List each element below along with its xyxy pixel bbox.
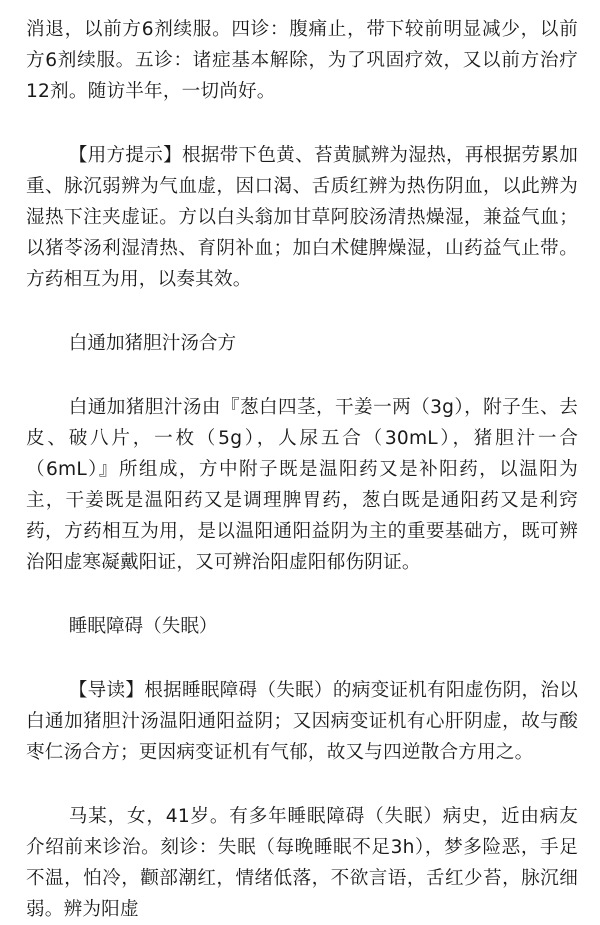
paragraph-spacer (26, 642, 578, 675)
paragraph-formula-description: 白通加猪胆汁汤由『葱白四茎，干姜一两（3g），附子生、去皮、破八片，一枚（5g），人尿五合（30mL），猪胆汁一合（6mL）』所组成，方中附子既是温阳药又是补阳药，以温阳为主，干姜既是温阳药又是调理脾胃药，葱白既是通阳药又是利窍药，方药相互为用，是以温阳通阳益阴为主的重要基础方，既可辨治阳虚寒凝戴阳证，又可辨治阳虚阳郁伤阴证。 (26, 397, 578, 573)
paragraph-case-report: 马某，女，41岁。有多年睡眠障碍（失眠）病史，近由病友介绍前来诊治。刻诊：失眠（每晚睡眠不足3h），梦多险恶，手足不温，怕冷，颧部潮红，情绪低落，不欲言语，舌红少苔，脉沉细弱。辨为阳虚 (26, 806, 578, 920)
paragraph-guide-reading: 【导读】根据睡眠障碍（失眠）的病变证机有阳虚伤阴，治以白通加猪胆汁汤温阳通阳益阴；又因病变证机有心肝阴虚，故与酸枣仁汤合方；更因病变证机有气郁，故又与四逆散合方用之。 (26, 680, 578, 763)
document-page (26, 14, 578, 925)
paragraph-case-followup: 消退，以前方6剂续服。四诊：腹痛止，带下较前明显减少，以前方6剂续服。五诊：诸症基本解除，为了巩固疗效，又以前方治疗12剂。随访半年，一切尚好。 (26, 19, 578, 102)
section-heading-baitong-formula: 白通加猪胆汁汤合方 (68, 333, 237, 354)
paragraph-spacer (26, 768, 578, 801)
paragraph-spacer (26, 295, 578, 328)
paragraph-prescription-tips: 【用方提示】根据带下色黄、苔黄腻辨为湿热，再根据劳累加重、脉沉弱辨为气血虚，因口渴、舌质红辨为热伤阴血，以此辨为湿热下注夹虚证。方以白头翁加甘草阿胶汤清热燥湿，兼益气血；以猪苓汤利湿清热、育阴补血；加白术健脾燥湿，山药益气止带。方药相互为用，以奏其效。 (26, 145, 578, 290)
paragraph-spacer (26, 578, 578, 611)
paragraph-spacer (26, 359, 578, 392)
section-heading-insomnia: 睡眠障碍（失眠） (68, 616, 218, 637)
paragraph-spacer (26, 107, 578, 140)
